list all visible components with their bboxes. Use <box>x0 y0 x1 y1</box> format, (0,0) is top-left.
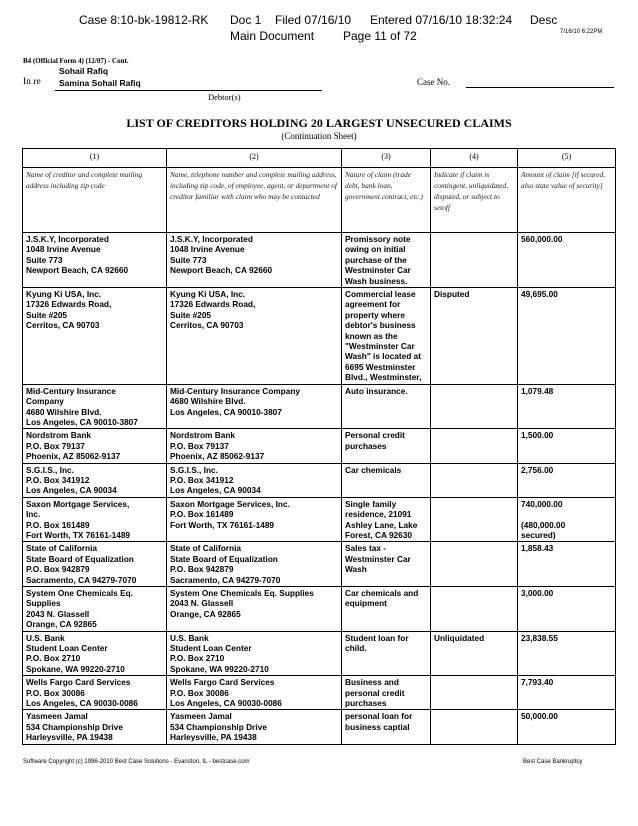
claim-nature: Student loan for child. <box>342 631 431 676</box>
claim-amount: 50,000.00 <box>518 710 616 744</box>
page-number: Page 11 of 72 <box>343 29 417 43</box>
claim-nature: Auto insurance. <box>342 384 431 429</box>
claim-nature: Commercial lease agreement for property where debtor's business known as the "Westminster Car Wash" is located at 6695 Westminster Blvd., Westminster, <box>342 288 431 385</box>
claim-amount: 560,000.00 <box>518 233 616 288</box>
column-number-row <box>23 149 616 168</box>
claim-indicator <box>431 233 518 288</box>
claim-nature: Sales tax - Westminster Car Wash <box>342 542 431 587</box>
table-row <box>23 497 616 542</box>
contact-address: Wells Fargo Card Services P.O. Box 30086 Los Angeles, CA 90030-0086 <box>167 676 342 710</box>
claim-nature: Single family residence, 21091 Ashley Lane, Lake Forest, CA 92630 <box>342 497 431 542</box>
doc-number: Doc 1 <box>230 13 262 27</box>
creditors-table <box>22 148 616 745</box>
form-label: B4 (Official Form 4) (12/07) - Cont. <box>23 57 129 65</box>
creditor-address: System One Chemicals Eq. Supplies 2043 N. Glassell Orange, CA 92865 <box>23 587 167 632</box>
table-row <box>23 463 616 497</box>
claim-amount: 2,756.00 <box>518 463 616 497</box>
claim-nature: Business and personal credit purchases <box>342 676 431 710</box>
creditor-address: Wells Fargo Card Services P.O. Box 30086 Los Angeles, CA 90030-0086 <box>23 676 167 710</box>
claim-indicator <box>431 587 518 632</box>
column-number: (5) <box>518 149 616 168</box>
table-row <box>23 233 616 288</box>
claim-nature: personal loan for business captial <box>342 710 431 744</box>
table-row <box>23 384 616 429</box>
document-title: LIST OF CREDITORS HOLDING 20 LARGEST UNSECURED CLAIMS <box>126 116 512 130</box>
contact-address: U.S. Bank Student Loan Center P.O. Box 2710 Spokane, WA 99220-2710 <box>167 631 342 676</box>
column-header-indicate: Indicate if claim is contingent, unliquidated, disputed, or subject to setoff <box>431 168 518 233</box>
column-number: (4) <box>431 149 518 168</box>
contact-address: J.S.K.Y, Incorporated 1048 Irvine Avenue Suite 773 Newport Beach, CA 92660 <box>167 233 342 288</box>
contact-address: Kyung Ki USA, Inc. 17326 Edwards Road, Suite #205 Cerritos, CA 90703 <box>167 288 342 385</box>
claim-nature: Car chemicals <box>342 463 431 497</box>
claim-amount: 23,838.55 <box>518 631 616 676</box>
debtor-name-1: Sohail Rafiq <box>59 66 109 76</box>
document-subtitle: (Continuation Sheet) <box>281 131 357 141</box>
column-header-amount: Amount of claim [if secured, also state value of security] <box>518 168 616 233</box>
contact-address: Yasmeen Jamal 534 Championship Drive Harleysville, PA 19438 <box>167 710 342 744</box>
claim-amount: 1,858.43 <box>518 542 616 587</box>
claim-indicator <box>431 710 518 744</box>
claim-nature: Promissory note owing on initial purchase of the Westminster Car Wash business. <box>342 233 431 288</box>
filed-date: Filed 07/16/10 <box>275 13 352 27</box>
claim-indicator: Unliquidated <box>431 631 518 676</box>
contact-address: State of California State Board of Equalization P.O. Box 942879 Sacramento, CA 94279-7070 <box>167 542 342 587</box>
debtor-name-2: Samina Sohail Rafiq <box>59 78 141 88</box>
creditor-address: J.S.K.Y, Incorporated 1048 Irvine Avenue Suite 773 Newport Beach, CA 92660 <box>23 233 167 288</box>
claim-amount: 1,079.48 <box>518 384 616 429</box>
table-row <box>23 587 616 632</box>
desc-label: Desc <box>530 13 558 27</box>
claim-indicator <box>431 384 518 429</box>
table-row <box>23 676 616 710</box>
table-row <box>23 710 616 744</box>
case-no-underline <box>466 87 614 88</box>
claim-indicator <box>431 429 518 463</box>
claim-indicator <box>431 542 518 587</box>
table-row <box>23 631 616 676</box>
print-timestamp: 7/16/10 6:22PM <box>560 29 603 35</box>
creditor-address: Mid-Century Insurance Company 4680 Wilshire Blvd. Los Angeles, CA 90010-3807 <box>23 384 167 429</box>
debtor-underline <box>55 90 322 91</box>
column-header-contact: Name, telephone number and complete mailing address, including zip code, of employee, agent, or department of creditor familiar with claim who may be contacted <box>167 168 342 233</box>
debtor-label: Debtor(s) <box>208 92 241 102</box>
column-header-row <box>23 168 616 233</box>
creditor-address: Kyung Ki USA, Inc. 17326 Edwards Road, Suite #205 Cerritos, CA 90703 <box>23 288 167 385</box>
creditor-address: U.S. Bank Student Loan Center P.O. Box 2710 Spokane, WA 99220-2710 <box>23 631 167 676</box>
claim-indicator <box>431 676 518 710</box>
column-number: (2) <box>167 149 342 168</box>
contact-address: Nordstrom Bank P.O. Box 79137 Phoenix, AZ 85062-9137 <box>167 429 342 463</box>
table-row <box>23 542 616 587</box>
footer-copyright: Software Copyright (c) 1996-2010 Best Case Solutions - Evanston, IL - bestcase.com <box>23 759 250 765</box>
claim-nature: Car chemicals and equipment <box>342 587 431 632</box>
entered-date: Entered 07/16/10 18:32:24 <box>370 13 513 27</box>
footer-brand: Best Case Bankruptcy <box>523 759 583 765</box>
contact-address: S.G.I.S., Inc. P.O. Box 341912 Los Angeles, CA 90034 <box>167 463 342 497</box>
contact-address: Saxon Mortgage Services, Inc. P.O. Box 161489 Fort Worth, TX 76161-1489 <box>167 497 342 542</box>
claim-amount: 49,695.00 <box>518 288 616 385</box>
in-re-label: In re <box>23 77 41 87</box>
case-number: Case 8:10-bk-19812-RK <box>79 13 209 27</box>
main-document-label: Main Document <box>230 29 315 43</box>
column-number: (3) <box>342 149 431 168</box>
creditor-address: Yasmeen Jamal 534 Championship Drive Harleysville, PA 19438 <box>23 710 167 744</box>
table-row <box>23 429 616 463</box>
creditor-address: Saxon Mortgage Services, Inc. P.O. Box 161489 Fort Worth, TX 76161-1489 <box>23 497 167 542</box>
claim-indicator <box>431 463 518 497</box>
claim-indicator: Disputed <box>431 288 518 385</box>
creditor-rows <box>23 233 616 745</box>
creditor-address: S.G.I.S., Inc. P.O. Box 341912 Los Angeles, CA 90034 <box>23 463 167 497</box>
column-header-creditor: Name of creditor and complete mailing address including zip code <box>23 168 167 233</box>
creditor-address: State of California State Board of Equalization P.O. Box 942879 Sacramento, CA 94279-7070 <box>23 542 167 587</box>
column-number: (1) <box>23 149 167 168</box>
case-no-label: Case No. <box>417 77 450 87</box>
claim-indicator <box>431 497 518 542</box>
claim-amount: 1,500.00 <box>518 429 616 463</box>
creditor-address: Nordstrom Bank P.O. Box 79137 Phoenix, AZ 85062-9137 <box>23 429 167 463</box>
contact-address: System One Chemicals Eq. Supplies 2043 N. Glassell Orange, CA 92865 <box>167 587 342 632</box>
claim-amount: 740,000.00 (480,000.00 secured) <box>518 497 616 542</box>
column-header-nature: Nature of claim (trade debt, bank loan, government contract, etc.) <box>342 168 431 233</box>
claim-nature: Personal credit purchases <box>342 429 431 463</box>
claim-amount: 3,000.00 <box>518 587 616 632</box>
claim-amount: 7,793.40 <box>518 676 616 710</box>
table-row <box>23 288 616 385</box>
contact-address: Mid-Century Insurance Company 4680 Wilshire Blvd. Los Angeles, CA 90010-3807 <box>167 384 342 429</box>
